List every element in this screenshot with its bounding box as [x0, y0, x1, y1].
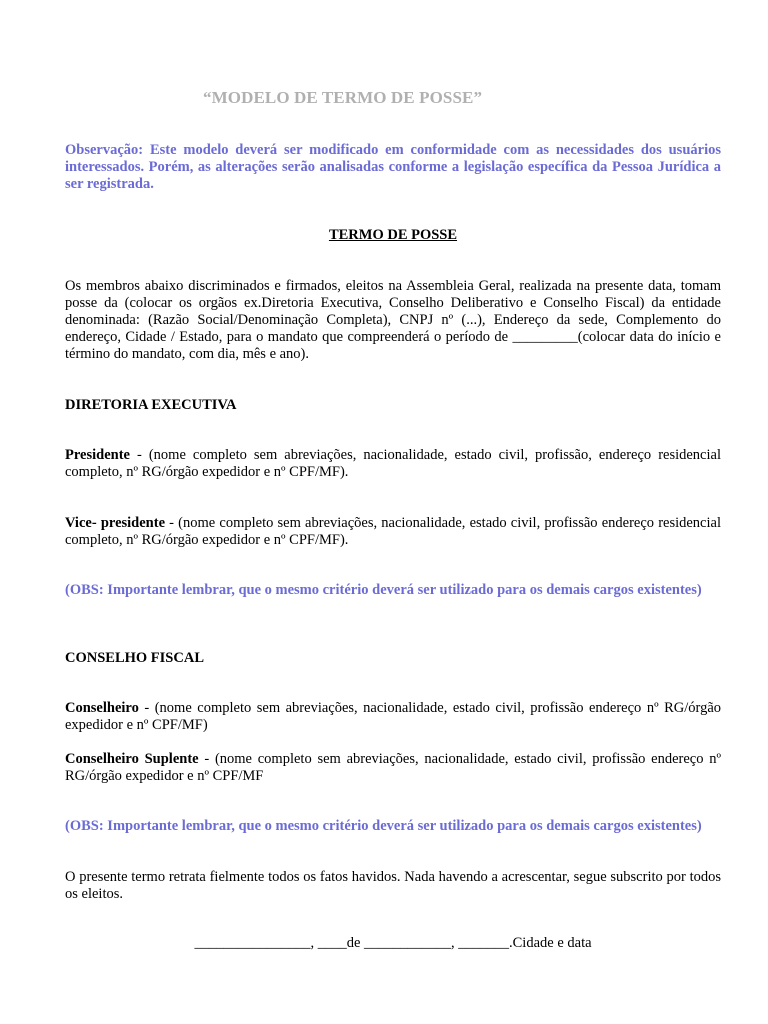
section-heading-fiscal: CONSELHO FISCAL — [65, 650, 204, 666]
vice-president-text: - (nome completo sem abreviações, nacionalidade, estado civil, profissão endereço residencial completo, nº RG/órgão expedidor e nº CPF/MF). — [65, 515, 721, 548]
president-label: Presidente — [65, 447, 130, 463]
obs-note-fiscal: (OBS: Importante lembrar, que o mesmo critério deverá ser utilizado para os demais cargos existentes) — [65, 818, 702, 834]
closing-paragraph: O presente termo retrata fielmente todos os fatos havidos. Nada havendo a acrescentar, segue subscrito por todos os eleitos. — [65, 869, 721, 902]
councillor-text: - (nome completo sem abreviações, nacionalidade, estado civil, profissão endereço nº RG/órgão expedidor e nº CPF/MF) — [65, 700, 721, 733]
document-title: TERMO DE POSSE — [328, 227, 458, 243]
model-note: Observação: Este modelo deverá ser modificado em conformidade com as necessidades dos usuários interessados. Porém, as alterações serão analisadas conforme a legislação específica da Pessoa Jurídica a ser registrada. — [65, 142, 721, 192]
president-text: - (nome completo sem abreviações, nacionalidade, estado civil, profissão, endereço residencial completo, nº RG/órgão expedidor e nº CPF/MF). — [65, 447, 721, 480]
section-heading-executive: DIRETORIA EXECUTIVA — [65, 397, 237, 413]
alternate-councillor-text: - (nome completo sem abreviações, nacionalidade, estado civil, profissão endereço nº RG/órgão expedidor e nº CPF/MF — [65, 751, 721, 784]
councillor-label: Conselheiro — [65, 700, 139, 716]
model-title: “MODELO DE TERMO DE POSSE” — [203, 88, 483, 107]
city-date-line: ________________, ____de ____________, _______.Cidade e data — [194, 935, 592, 951]
vice-president-paragraph — [65, 515, 721, 549]
alternate-councillor-paragraph — [65, 751, 721, 785]
obs-note-executive: (OBS: Importante lembrar, que o mesmo critério deverá ser utilizado para os demais cargos existentes) — [65, 582, 702, 598]
president-paragraph — [65, 447, 721, 481]
intro-paragraph: Os membros abaixo discriminados e firmados, eleitos na Assembleia Geral, realizada na presente data, tomam posse da (colocar os orgãos ex.Diretoria Executiva, Conselho Deliberativo e Conselho Fiscal) da entidade denominada: (Razão Social/Denominação Completa), CNPJ nº (...), Endereço da sede, Complemento do endereço, Cidade / Estado, para o mandato que compreenderá o período de _________(colocar data do início e término do mandato, com dia, mês e ano). — [65, 278, 721, 362]
councillor-paragraph — [65, 700, 721, 734]
alternate-councillor-label: Conselheiro Suplente — [65, 751, 199, 767]
vice-president-label: Vice- presidente — [65, 515, 166, 531]
